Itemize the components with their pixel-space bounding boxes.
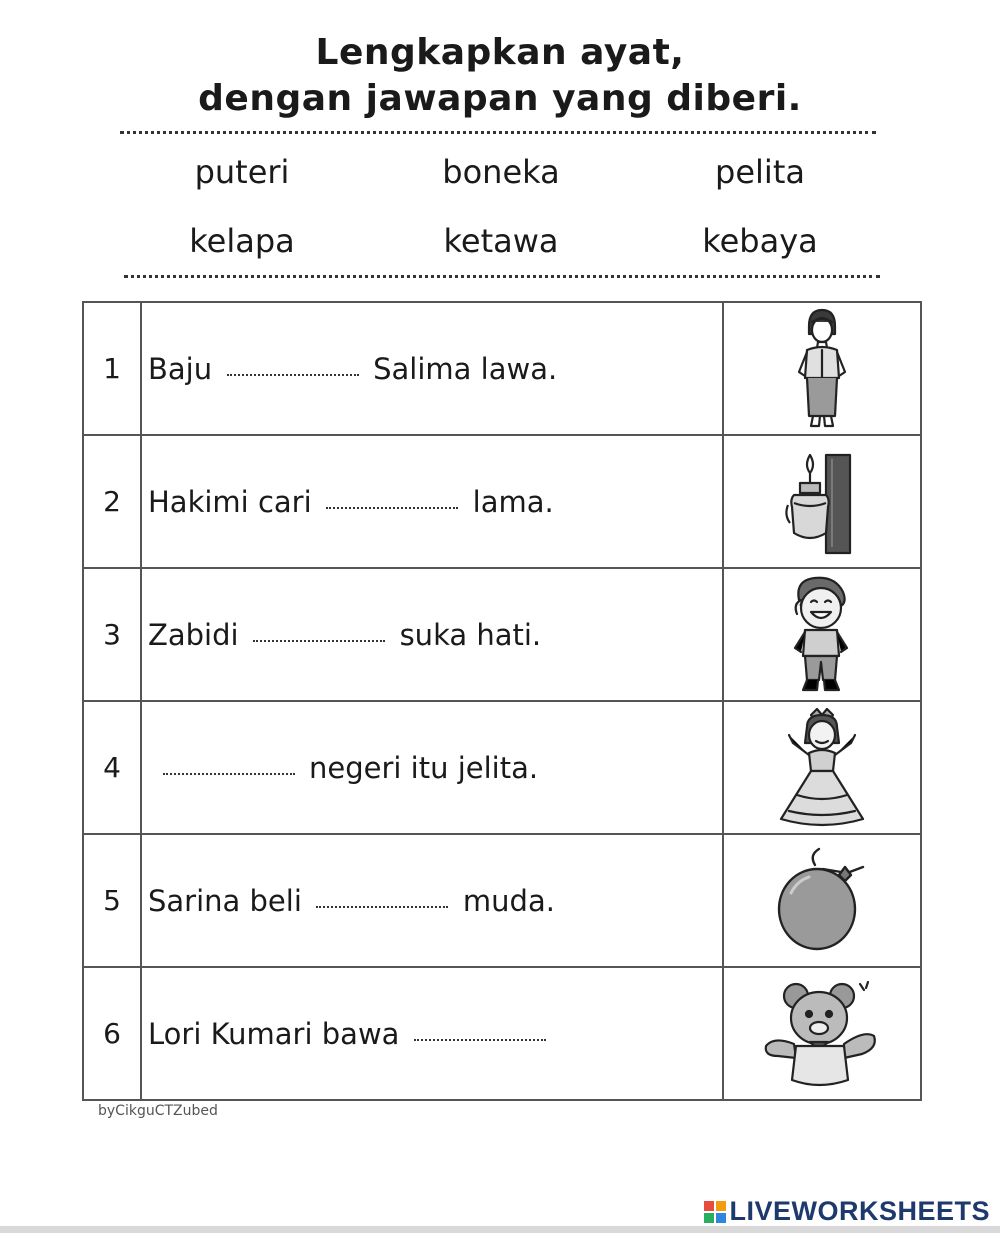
picture-cell <box>723 568 921 701</box>
answer-blank[interactable] <box>414 1037 546 1041</box>
laughing-boy-icon <box>785 574 859 696</box>
sentence-after: muda. <box>462 883 555 918</box>
table-row <box>83 701 921 834</box>
sentence-before: Sarina beli <box>148 883 302 918</box>
sentence-before: Baju <box>148 351 213 386</box>
sentence-after: negeri itu jelita. <box>309 750 539 785</box>
title-line-2: dengan jawapan yang diberi. <box>198 78 802 119</box>
sentence <box>141 967 723 1100</box>
word-bank-item: kelapa <box>189 222 295 260</box>
answer-blank[interactable] <box>316 904 448 908</box>
table-row <box>83 834 921 967</box>
liveworksheets-logo-icon <box>703 1200 727 1224</box>
answer-blank[interactable] <box>326 505 458 509</box>
answer-blank[interactable] <box>227 372 359 376</box>
exercise-table <box>82 301 922 1101</box>
table-row <box>83 435 921 568</box>
row-number: 6 <box>83 967 141 1100</box>
sentence-before: Zabidi <box>148 617 239 652</box>
sentence-after: suka hati. <box>399 617 542 652</box>
sentence <box>141 568 723 701</box>
answer-blank[interactable] <box>253 638 385 642</box>
word-bank-item: pelita <box>715 153 805 191</box>
word-bank-item: boneka <box>442 153 560 191</box>
princess-icon <box>767 707 877 829</box>
table-row <box>83 967 921 1100</box>
footer-bar <box>0 1226 1000 1233</box>
picture-cell <box>723 967 921 1100</box>
row-number: 5 <box>83 834 141 967</box>
word-bank-item: puteri <box>194 153 290 191</box>
sentence-before: Hakimi cari <box>148 484 312 519</box>
kebaya-girl-icon <box>787 306 857 432</box>
row-number: 2 <box>83 435 141 568</box>
word-bank-item: kebaya <box>702 222 818 260</box>
sentence <box>141 701 723 834</box>
picture-cell <box>723 834 921 967</box>
sentence <box>141 834 723 967</box>
sentence-after: lama. <box>472 484 554 519</box>
worksheet-title <box>0 30 1000 122</box>
picture-cell <box>723 701 921 834</box>
liveworksheets-logo[interactable] <box>703 1196 990 1227</box>
picture-cell <box>723 435 921 568</box>
sentence <box>141 302 723 435</box>
coconut-icon <box>767 845 877 957</box>
table-row <box>83 302 921 435</box>
oil-lamp-icon <box>780 447 864 557</box>
sentence <box>141 435 723 568</box>
row-number: 1 <box>83 302 141 435</box>
sentence-after: Salima lawa. <box>373 351 558 386</box>
word-bank-item: ketawa <box>443 222 559 260</box>
brand-name: LIVEWORKSHEETS <box>729 1196 990 1226</box>
sentence-before: Lori Kumari bawa <box>148 1016 400 1051</box>
row-number: 3 <box>83 568 141 701</box>
picture-cell <box>723 302 921 435</box>
answer-blank[interactable] <box>163 771 295 775</box>
dotted-divider-bottom <box>124 275 880 278</box>
author-credit: byCikguCTZubed <box>98 1103 218 1119</box>
row-number: 4 <box>83 701 141 834</box>
title-line-1: Lengkapkan ayat, <box>315 32 685 73</box>
dotted-divider-top <box>120 131 876 134</box>
teddy-bear-icon <box>760 976 884 1092</box>
table-row <box>83 568 921 701</box>
